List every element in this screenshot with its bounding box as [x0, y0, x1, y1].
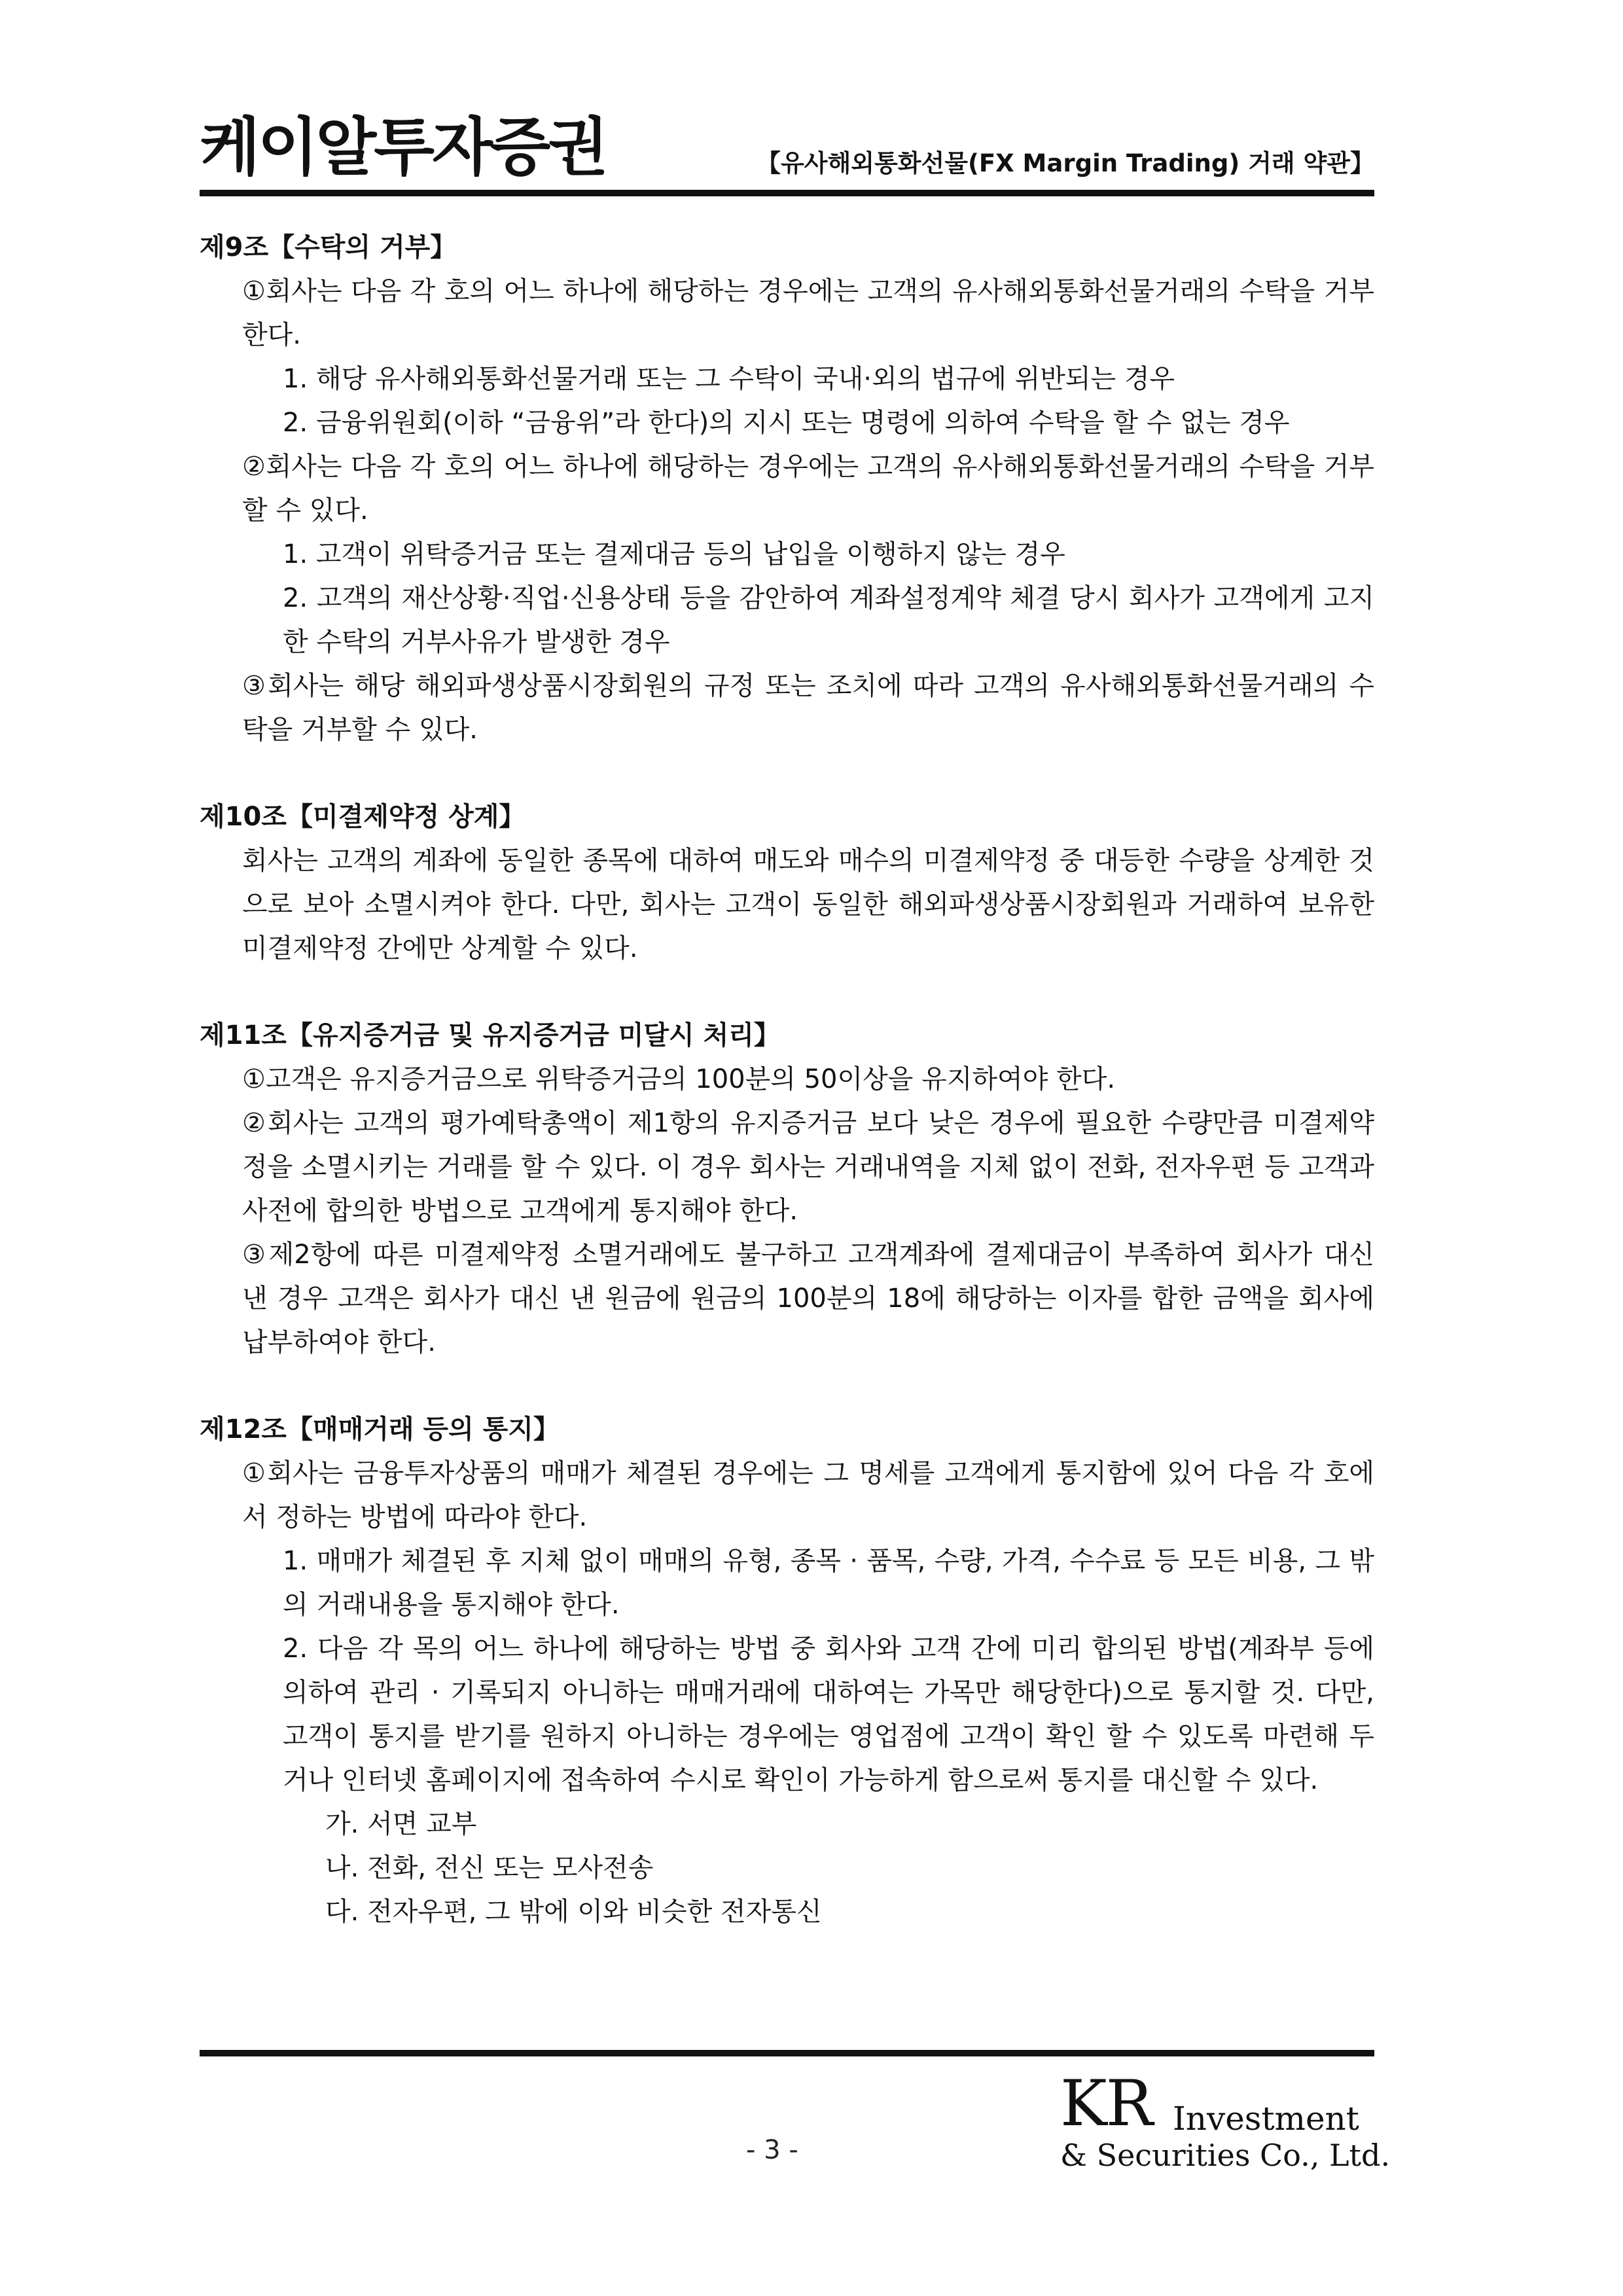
clause: ②회사는 다음 각 호의 어느 하나에 해당하는 경우에는 고객의 유사해외통화선물거래의 수탁을 거부할 수 있다.: [242, 452, 1374, 526]
clause-item: 2. 금융위원회(이하 “금융위”라 한다)의 지시 또는 명령에 의하여 수탁을 할 수 없는 경우: [283, 408, 1290, 438]
clause-item: 2. 고객의 재산상황·직업·신용상태 등을 감안하여 계좌설정계약 체결 당시 회사가 고객에게 고지한 수탁의 거부사유가 발생한 경우: [283, 583, 1374, 657]
clause-item: 1. 매매가 체결된 후 지체 없이 매매의 유형, 종목 · 품목, 수량, 가격, 수수료 등 모든 비용, 그 밖의 거래내용을 통지해야 한다.: [283, 1546, 1374, 1620]
page-header: [200, 111, 1374, 183]
clause: ②회사는 고객의 평가예탁총액이 제1항의 유지증거금 보다 낮은 경우에 필요한 수량만큼 미결제약정을 소멸시키는 거래를 할 수 있다. 이 경우 회사는 거래내역을 지체 없이 전화, 전자우편 등 고객과 사전에 합의한 방법으로 고객에게 통지해야 한다.: [242, 1108, 1374, 1226]
brand-name: 케이알투자증권: [200, 111, 607, 184]
article-title: 제11조【유지증거금 및 유지증거금 미달시 처리】: [200, 1020, 780, 1050]
logo-kr-text: KR: [1060, 2067, 1152, 2140]
clause-item: 2. 다음 각 목의 어느 하나에 해당하는 방법 중 회사와 고객 간에 미리 합의된 방법(계좌부 등에 의하여 관리 · 기록되지 아니하는 매매거래에 대하여는 가목만 해당한다)으로 통지할 것. 다만, 고객이 통지를 받기를 원하지 아니하는 경우에는 영업점에 고객이 확인 할 수 있도록 마련해 두거나 인터넷 홈페이지에 접속하여 수시로 확인이 가능하게 함으로써 통지를 대신할 수 있다.: [283, 1634, 1374, 1795]
clause: ①고객은 유지증거금으로 위탁증거금의 100분의 50이상을 유지하여야 한다.: [242, 1064, 1116, 1094]
clause: ①회사는 금융투자상품의 매매가 체결된 경우에는 그 명세를 고객에게 통지함에 있어 다음 각 호에서 정하는 방법에 따라야 한다.: [242, 1458, 1374, 1532]
clause-subitem: 다. 전자우편, 그 밖에 이와 비슷한 전자통신: [325, 1897, 822, 1927]
document-title: 【유사해외통화선물(FX Margin Trading) 거래 약관】: [757, 149, 1374, 177]
company-logo: [1060, 2067, 1391, 2176]
clause: ③제2항에 따른 미결제약정 소멸거래에도 불구하고 고객계좌에 결제대금이 부족하여 회사가 대신 낸 경우 고객은 회사가 대신 낸 원금에 원금의 100분의 18에 해당하는 이자를 합한 금액을 회사에 납부하여야 한다.: [242, 1240, 1374, 1357]
header-rule: [200, 190, 1374, 196]
clause: ③회사는 해당 해외파생상품시장회원의 규정 또는 조치에 따라 고객의 유사해외통화선물거래의 수탁을 거부할 수 있다.: [242, 671, 1374, 745]
logo-investment-text: Investment: [1173, 2100, 1359, 2138]
page-number: - 3 -: [746, 2135, 798, 2165]
article-title: 제9조【수탁의 거부】: [200, 232, 457, 262]
article-11: [200, 1014, 1374, 1365]
clause-subitem: 가. 서면 교부: [325, 1809, 477, 1839]
article-9: [200, 226, 1374, 752]
article-12: [200, 1408, 1374, 1934]
clause-item: 1. 해당 유사해외통화선물거래 또는 그 수탁이 국내·외의 법규에 위반되는 경우: [283, 364, 1175, 394]
article-title: 제12조【매매거래 등의 통지】: [200, 1414, 560, 1444]
clause: 회사는 고객의 계좌에 동일한 종목에 대하여 매도와 매수의 미결제약정 중 대등한 수량을 상계한 것으로 보아 소멸시켜야 한다. 다만, 회사는 고객이 동일한 해외파생상품시장회원과 거래하여 보유한 미결제약정 간에만 상계할 수 있다.: [242, 846, 1374, 963]
article-10: [200, 795, 1374, 971]
clause-item: 1. 고객이 위탁증거금 또는 결제대금 등의 납입을 이행하지 않는 경우: [283, 539, 1065, 569]
logo-securities-text: & Securities Co., Ltd.: [1060, 2138, 1391, 2173]
document-body: [200, 226, 1374, 1934]
clause-subitem: 나. 전화, 전신 또는 모사전송: [325, 1853, 654, 1883]
clause: ①회사는 다음 각 호의 어느 하나에 해당하는 경우에는 고객의 유사해외통화선물거래의 수탁을 거부한다.: [242, 276, 1374, 350]
article-title: 제10조【미결제약정 상계】: [200, 802, 526, 832]
footer-rule: [200, 2050, 1374, 2056]
